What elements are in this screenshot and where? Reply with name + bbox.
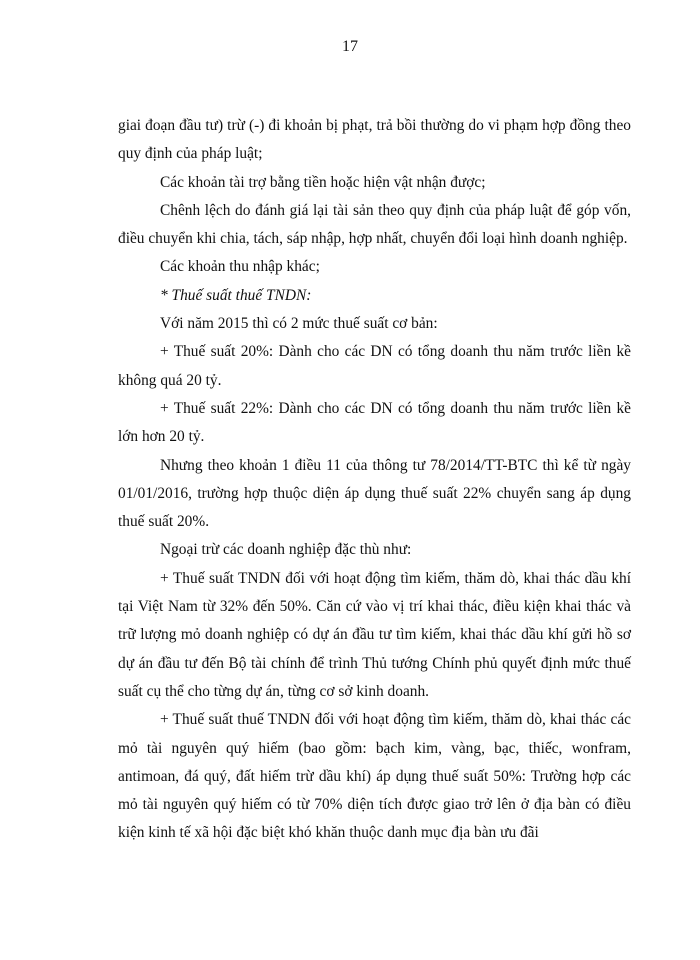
paragraph: Nhưng theo khoản 1 điều 11 của thông tư 78/2014/TT-BTC thì kể từ ngày 01/01/2016, trường hợp thuộc diện áp dụng thuế suất 22% chuyển sang áp dụng thuế suất 20%. [118,456,631,531]
paragraph: Với năm 2015 thì có 2 mức thuế suất cơ bản: [160,315,438,333]
paragraph: giai đoạn đầu tư) trừ (-) đi khoản bị phạt, trả bồi thường do vi phạm hợp đồng theo quy định của pháp luật; [118,117,631,163]
paragraph: Các khoản thu nhập khác; [160,258,320,276]
paragraph: Chênh lệch do đánh giá lại tài sản theo quy định của pháp luật để góp vốn, điều chuyển khi chia, tách, sáp nhập, hợp nhất, chuyển đổi loại hình doanh nghiệp. [118,201,631,248]
paragraph: Ngoại trừ các doanh nghiệp đặc thù như: [160,541,412,559]
paragraph: + Thuế suất 20%: Dành cho các DN có tổng doanh thu năm trước liền kề không quá 20 tỷ. [118,343,631,389]
section-heading: * Thuế suất thuế TNDN: [160,286,312,304]
paragraph: Các khoản tài trợ bằng tiền hoặc hiện vật nhận được; [160,173,486,191]
page-number: 17 [342,38,358,55]
paragraph: + Thuế suất thuế TNDN đối với hoạt động tìm kiếm, thăm dò, khai thác các mỏ tài nguyên quý hiếm (bao gồm: bạch kim, vàng, bạc, thiếc, wonfram, antimoan, đá quý, đất hiếm trừ dầu khí) áp dụng thuế suất 50%: Trường hợp các mỏ tài nguyên quý hiếm có từ 70% diện tích được giao trở lên ở địa bàn có điều kiện kinh tế xã hội đặc biệt khó khăn thuộc danh mục địa bàn ưu đãi [118,711,631,842]
document-body [118,112,631,848]
paragraph: + Thuế suất TNDN đối với hoạt động tìm kiếm, thăm dò, khai thác dầu khí tại Việt Nam từ 32% đến 50%. Căn cứ vào vị trí khai thác, điều kiện khai thác và trữ lượng mỏ doanh nghiệp có dự án đầu tư tìm kiếm, khai thác dầu khí gửi hồ sơ dự án đầu tư đến Bộ tài chính để trình Thủ tướng Chính phủ quyết định mức thuế suất cụ thể cho từng dự án, từng cơ sở kinh doanh. [118,569,631,700]
paragraph: + Thuế suất 22%: Dành cho các DN có tổng doanh thu năm trước liền kề lớn hơn 20 tỷ. [118,399,631,446]
